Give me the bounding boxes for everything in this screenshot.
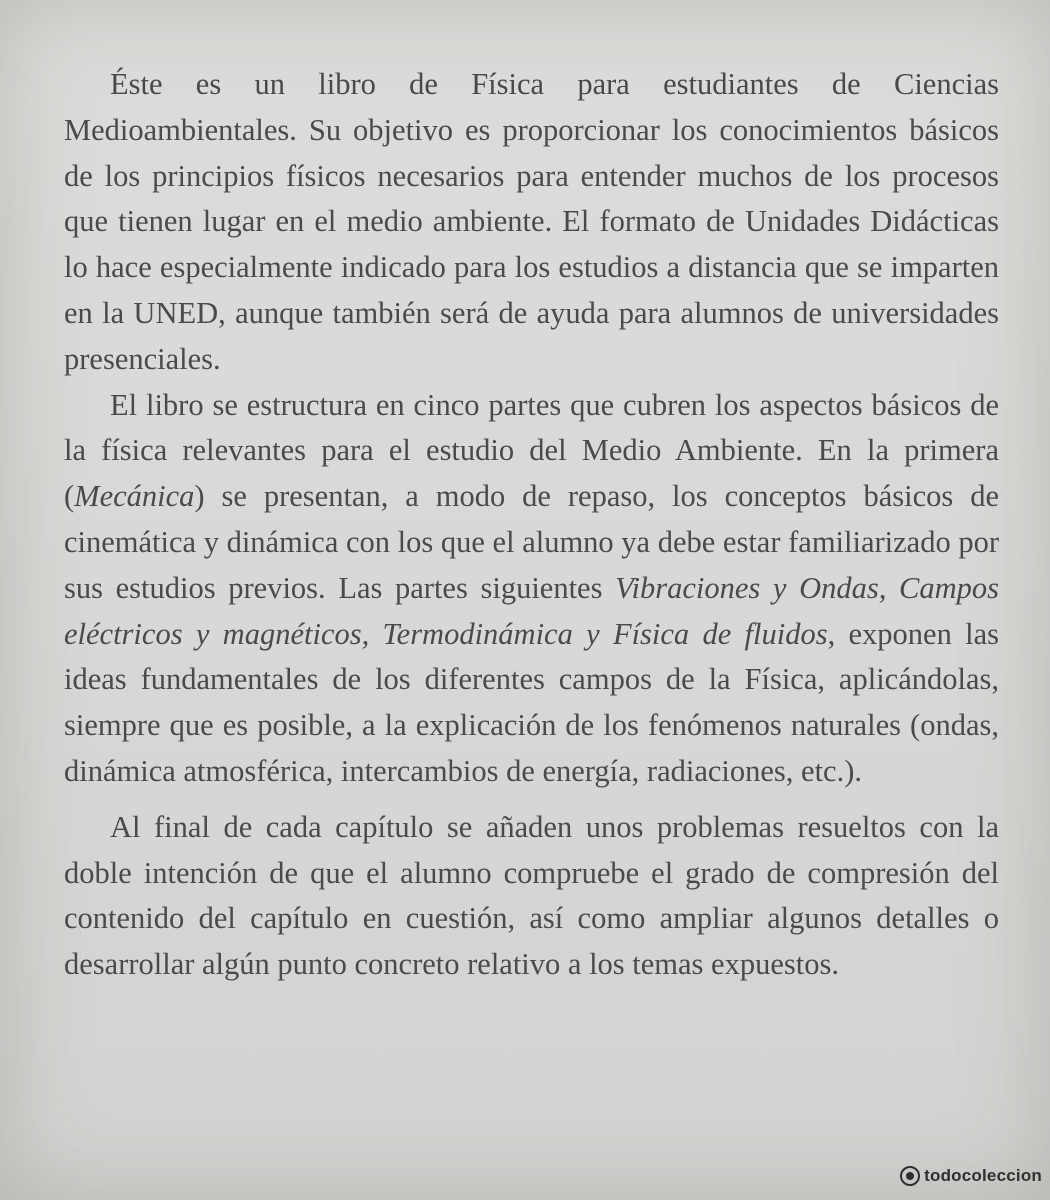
watermark-text: todocoleccion <box>924 1166 1042 1185</box>
text-body <box>64 62 999 988</box>
watermark <box>900 1166 1042 1186</box>
paragraph-1 <box>64 62 999 383</box>
todocoleccion-logo-icon <box>900 1166 920 1186</box>
paragraph-3-text: Al final de cada capítulo se añaden unos problemas resueltos con la doble intención de que el alumno compruebe el grado de compresión del contenido del capítulo en cuestión, así como ampliar algunos detalles o desarrollar algún punto concreto relativo a los temas expuestos. <box>64 809 999 982</box>
paragraph-2 <box>64 383 999 795</box>
paragraph-2-italic-parts: Vibraciones y Ondas, Campos eléctricos y magnéticos, Termodinámica y Física de fluidos <box>64 570 999 651</box>
paragraph-2-text-c: , exponen las ideas fundamentales de los diferentes campos de la Física, aplicándolas, siempre que es posible, a la explicación de los fenómenos naturales (ondas, dinámica atmosférica, intercambios de energía, radiaciones, etc.). <box>64 616 999 788</box>
paragraph-2-text-a: El libro se estructura en cinco partes que cubren los aspectos básicos de la física relevantes para el estudio del Medio Ambiente. En la primera ( <box>64 387 999 514</box>
paragraph-3 <box>64 805 999 988</box>
paragraph-2-italic-mecanica: Mecánica <box>74 479 195 514</box>
paragraph-2-text-b: ) se presentan, a modo de repaso, los conceptos básicos de cinemática y dinámica con los que el alumno ya debe estar familiarizado por sus estudios previos. Las partes siguientes <box>64 479 999 605</box>
paragraph-1-text: Éste es un libro de Física para estudiantes de Ciencias Medioambientales. Su objetivo es proporcionar los conocimientos básicos de los principios físicos necesarios para entender muchos de los procesos que tienen lugar en el medio ambiente. El formato de Unidades Didácticas lo hace especialmente indicado para los estudios a distancia que se imparten en la UNED, aunque también será de ayuda para alumnos de universidades presenciales. <box>64 67 999 376</box>
